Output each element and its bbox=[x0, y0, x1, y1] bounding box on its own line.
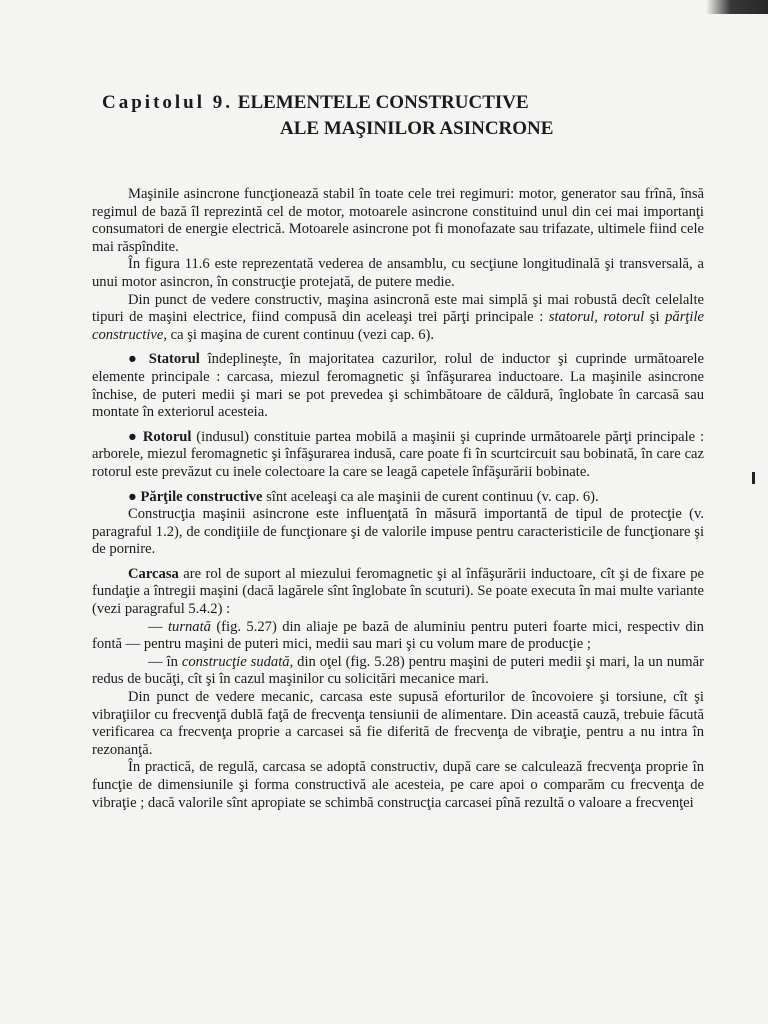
bullet-icon: ● bbox=[128, 488, 137, 505]
term-parts: Părţile constructive bbox=[140, 488, 263, 505]
chapter-title-line2: ALE MAŞINILOR ASINCRONE bbox=[280, 118, 554, 139]
paragraph: Construcţia maşinii asincrone este influenţată în măsură importantă de tipul de protecţie (v. paragraful 1.2), de condiţiile de funcţionare şi de valorile impuse pentru caracteristicile de funcţionare şi de pornire. bbox=[92, 506, 704, 558]
term-stator: Statorul bbox=[148, 351, 200, 368]
chapter-heading bbox=[102, 90, 704, 142]
document-page bbox=[92, 78, 704, 812]
paragraph-rotor: ● Rotorul (indusul) constituie partea mobilă a maşinii şi cuprinde următoarele părţi principale : arborele, miezul feromagnetic şi înfăşurarea indusă, care poate fi în scurtcircuit sau bobinată, în care caz rotorul este prevăzut cu inele colectoare la care se leagă capetele înfăşurării bobinate. bbox=[92, 428, 704, 480]
term-rotor: Rotorul bbox=[142, 428, 192, 445]
chapter-label: Capitolul 9. bbox=[102, 92, 234, 113]
paragraph: În practică, de regulă, carcasa se adoptă constructiv, după care se calculează frecvenţa proprie în funcţie de dimensiunile şi forma constructivă ale acesteia, pe care apoi o comparăm cu frecvenţa de vibraţie ; dacă valorile sînt apropiate se schimbă construcţia carcasei pînă rezultă o valoare a frecvenţei bbox=[92, 759, 704, 811]
paragraph-stator: ● Statorul îndeplineşte, în majoritatea cazurilor, rolul de inductor şi cuprinde următoarele elemente principale : carcasa, miezul feromagnetic şi înfăşurarea inductoare. La maşinile asincrone închise, de puteri medii şi mari se pot prevedea şi schimbătoare de căldură, înglobate în carcasă sau montate în exteriorul acesteia. bbox=[92, 351, 704, 421]
paragraph-parts: ● Părţile constructive sînt aceleaşi ca ale maşinii de curent continuu (v. cap. 6). bbox=[128, 488, 599, 505]
chapter-title-line1: ELEMENTELE CONSTRUCTIVE bbox=[237, 92, 529, 113]
paragraph: Din punct de vedere constructiv, maşina asincronă este mai simplă şi mai robustă decît celelalte tipuri de maşini electrice, fiind compusă din aceleaşi trei părţi principale : statorul, rotorul şi părţile constructive, ca şi maşina de curent continuu (vezi cap. 6). bbox=[92, 291, 705, 343]
body-text bbox=[92, 186, 704, 812]
scan-edge-mark bbox=[706, 0, 768, 14]
bullet-icon: ● bbox=[128, 428, 138, 445]
paragraph-dash-item: — în construcţie sudată, din oţel (fig. 5.28) pentru maşini de puteri medii şi mari, la un număr redus de bucăţi, cît şi în cazul maşinilor cu solicitări mecanice mari. bbox=[92, 653, 704, 688]
paragraph: Maşinile asincrone funcţionează stabil în toate cele trei regimuri: motor, generator sau frînă, însă regimul de bază îl reprezintă cel de motor, motoarele asincrone constituind unul din cei mai importanţi consumatori de energie electrică. Motoarele asincrone pot fi monofazate sau trifazate, ultimele fiind cele mai răspîndite. bbox=[92, 186, 704, 255]
paragraph-carcasa: Carcasa are rol de suport al miezului feromagnetic şi al înfăşurării inductoare, cît şi de fixare pe fundaţie a întregii maşini (dacă lagărele sînt înglobate în scuturi). Se poate executa în mai multe variante (vezi paragraful 5.4.2) : bbox=[92, 565, 704, 618]
bullet-icon: ● bbox=[128, 351, 141, 368]
paragraph: Din punct de vedere mecanic, carcasa este supusă eforturilor de încovoiere şi torsiune, cît şi vibraţiilor cu frecvenţă dublă faţă de frecvenţa tensiunii de alimentare. Din această cauză, trebuie făcută verificarea ca frecvenţa proprie a carcasei să fie diferită de frecvenţa de vibraţie, pentru a nu intra în rezonanţă. bbox=[92, 689, 704, 758]
paragraph: În figura 11.6 este reprezentată vederea de ansamblu, cu secţiune longitudinală şi transversală, a unui motor asincron, în construcţie protejată, de putere medie. bbox=[92, 256, 704, 290]
paragraph-dash-item: — turnată (fig. 5.27) din aliaje pe bază de aluminiu pentru puteri foarte mici, respectiv din fontă — pentru maşini de puteri mici, medii sau mari şi cu volum mare de producţie ; bbox=[92, 618, 704, 653]
term-carcasa: Carcasa bbox=[128, 565, 179, 582]
margin-mark bbox=[752, 472, 755, 484]
